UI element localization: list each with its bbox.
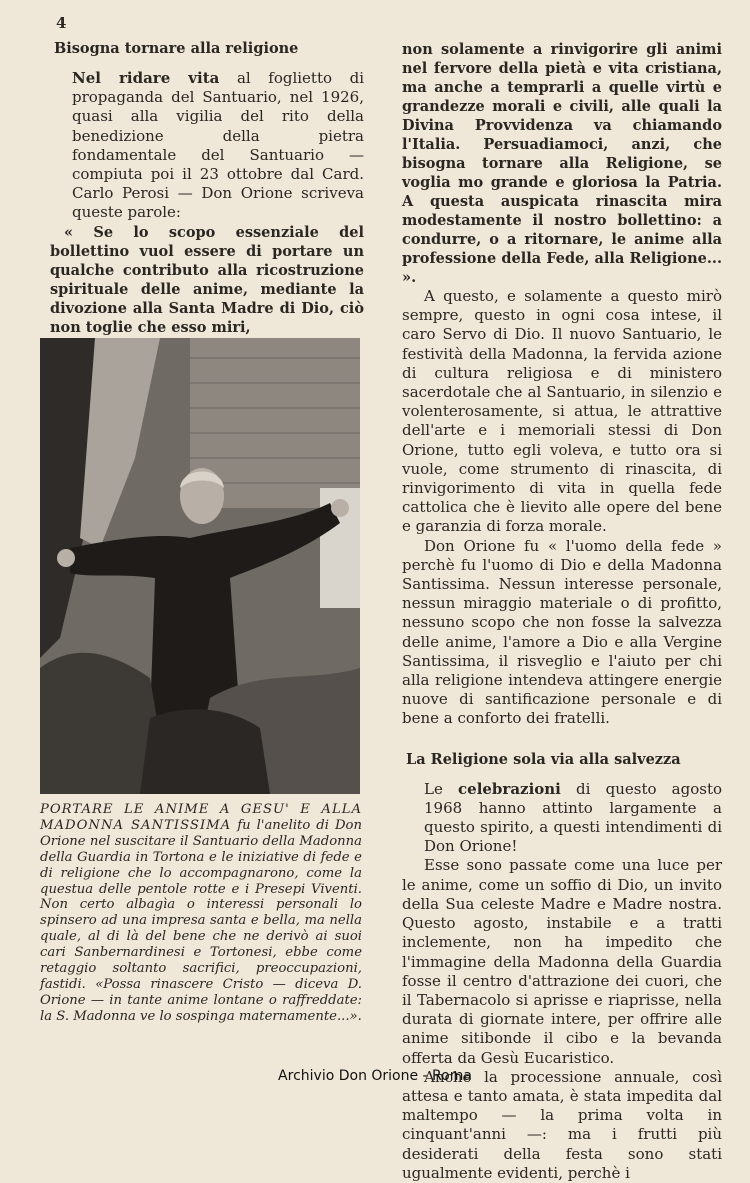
para3-bold: celebrazioni — [458, 779, 561, 798]
photo-illustration — [40, 338, 360, 794]
caption-text: fu l'anelito di Don Orione nel suscitare il Santuario della Madonna della Guardia in Tortona e le iniziative di fede e di religione che lo accompagnarono, come la questua delle pentole rotte e i Presepi Viventi. Non certo albagìa o interessi personali lo spinsero ad una impresa santa e bella, ma nella quale, al di là del bene che ne derivò ai suoi cari Sanbernardinesi e Tortonesi, ebbe come retaggio soltanto sacrifici, preoccupazioni, fastidi. «Possa rinascere Cristo — diceva D. Orione — in tante anime lontane o raffreddate: la S. Madonna ve lo sospinga maternamente...». — [40, 817, 362, 1024]
archive-footer: Archivio Don Orione - Roma — [278, 1068, 472, 1084]
right-column — [402, 40, 722, 1183]
paragraph — [402, 780, 722, 857]
paragraph: A questo, e solamente a questo mirò sempre, questo in ogni cosa intese, il caro Servo di Dio. Il nuovo Santuario, le festività della Madonna, la fervida azione di cultura religiosa e di ministero sacerdotale che al Santuario, in silenzio e volenterosamente, si attua, le attrattive dell'arte e i memoriali stessi di Don Orione, tutto egli voleva, e tutto ora si vuole, come strumento di rinascita, di rinvigorimento di vita in quella fede cattolica che è lievito alle opere del bene e garanzia di forza morale. — [402, 287, 722, 536]
intro-text: al foglietto di propaganda del Santuario, nel 1926, quasi alla vigilia del rito della benedizione della pietra fondamentale del Santuario — compiuta poi il 23 ottobre dal Card. Carlo Perosi — Don Orione scriveva queste parole: — [72, 69, 365, 222]
left-column — [50, 40, 364, 354]
para3-pre: Le — [424, 779, 459, 798]
para3-text: di questo agosto 1968 hanno attinto largamente a questo spirito, a questi intendimenti di Don Orione! — [424, 779, 723, 856]
intro-lead: Nel ridare vita — [72, 69, 220, 87]
page-number: 4 — [56, 14, 67, 32]
quote-continuation: non solamente a rinvigorire gli animi nel fervore della pietà e vita cristiana, ma anche a temprarli a quelle virtù e grandezze morali e civili, alle quali la Divina Provvidenza va chiamando l'Italia. Persuadiamoci, anzi, che bisogna tornare alla Religione, se voglia mo grande e gloriosa la Patria. A questa auspicata rinascita mira modestamente il nostro bollettino: a condurre, o a ritornare, le anime alla professione della Fede, alla Religione... ». — [402, 41, 722, 286]
paragraph: Anche la processione annuale, così attesa e tanto amata, è stata impedita dal maltempo — la prima volta in cinquant'anni —: ma i frutti più desiderati della festa sono stati ugualmente evidenti, perchè i — [402, 1067, 722, 1182]
intro-paragraph — [50, 69, 364, 223]
quote-start: « Se lo scopo essenziale del bollettino vuol essere di portare un qualche contributo alla ricostruzione spirituale delle anime, mediante la divozione alla Santa Madre di Dio, ciò non toglie che esso miri, — [50, 223, 364, 336]
caption-title: PORTARE LE ANIME A GESU' E ALLA MADONNA SANTISSIMA — [40, 802, 362, 833]
paragraph: Don Orione fu « l'uomo della fede » perchè fu l'uomo di Dio e della Madonna Santissima. Nessun interesse personale, nessun miraggio materiale o di profitto, nessuno scopo che non fosse la salvezza delle anime, l'amore a Dio e alla Vergine Santissima, il risveglio e l'aiuto per chi alla religione intendeva attingere energie nuove di santificazione personale e di bene a conforto dei fratelli. — [402, 536, 722, 728]
section-heading: Bisogna tornare alla religione — [54, 40, 299, 57]
photo-caption — [40, 802, 362, 1025]
photo-don-orione-preaching — [40, 338, 360, 794]
paragraph: Esse sono passate come una luce per le anime, come un soffio di Dio, un invito della Sua celeste Madre e Madre nostra. Questo agosto, instabile e a tratti inclemente, non ha impedito che l'immagine della Madonna della Guardia fosse il centro d'attrazione dei cuori, che il Tabernacolo si aprisse e riaprisse, nella durata di giornate intere, per offrire alle anime sitibonde il cibo e la bevanda offerta da Gesù Eucaristico. — [402, 856, 722, 1067]
section-heading-2: La Religione sola via alla salvezza — [406, 750, 681, 768]
section-2 — [402, 751, 722, 1183]
